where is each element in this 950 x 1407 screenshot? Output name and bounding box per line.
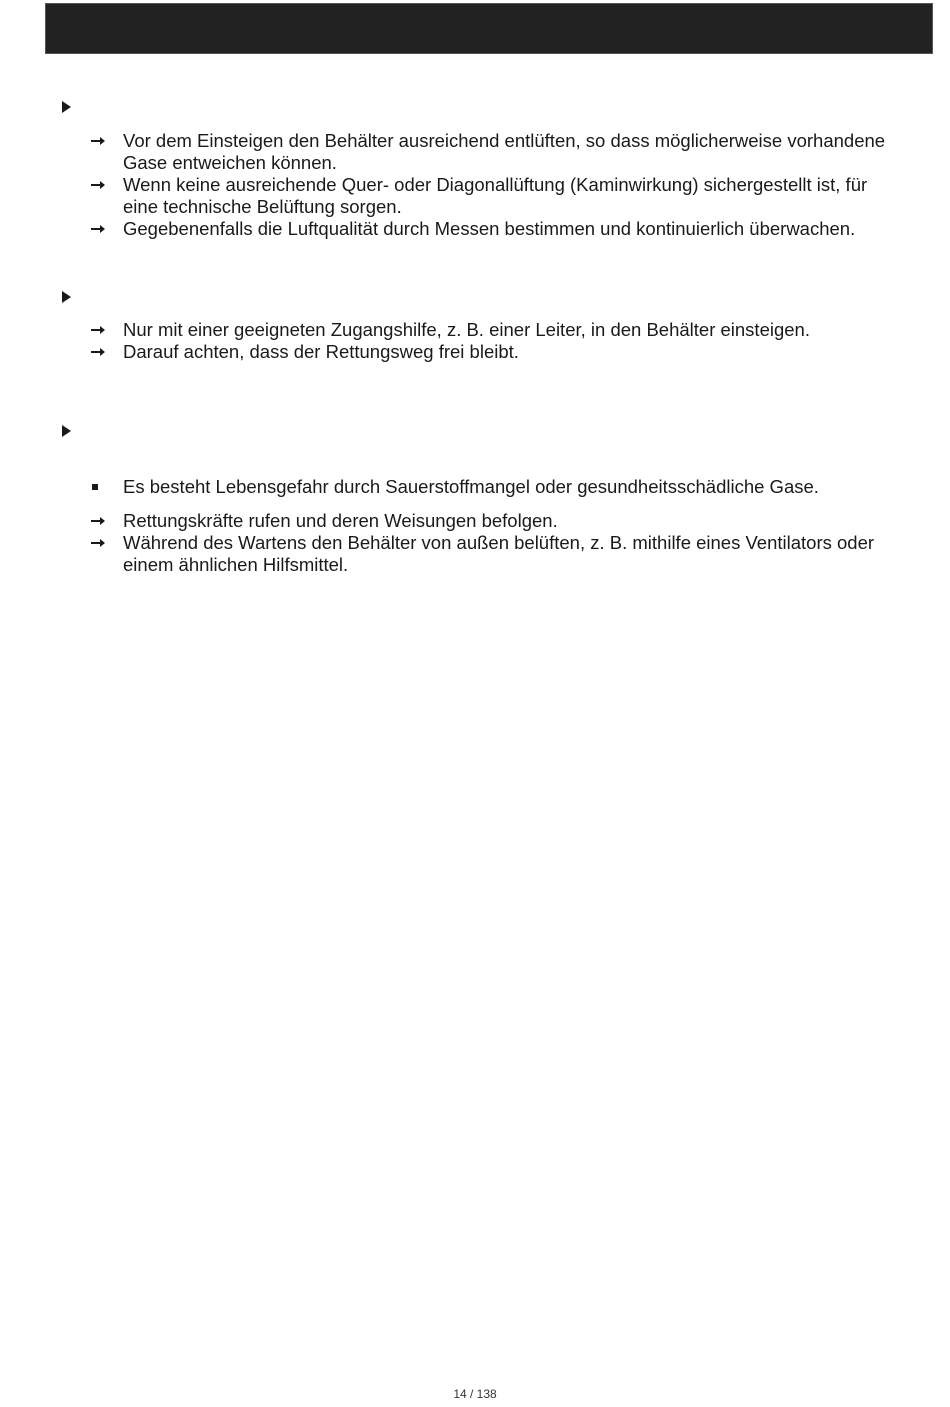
header-bar (45, 3, 933, 54)
arrow-right-icon (90, 174, 110, 196)
emergency-list (90, 510, 900, 576)
warning-item (90, 476, 900, 498)
page-number: 14 / 138 (453, 1387, 497, 1401)
list-item-text: Nur mit einer geeigneten Zugangshilfe, z. B. einer Leiter, in den Behälter einsteigen. (123, 319, 810, 340)
list-item-text: Wenn keine ausreichende Quer- oder Diagonallüftung (Kaminwirkung) sichergestellt ist, für eine technische Belüftung sorgen. (123, 174, 868, 217)
list-item (90, 532, 900, 576)
list-item (90, 174, 900, 218)
arrow-right-icon (90, 218, 110, 240)
warning-list (90, 476, 900, 498)
list-item (90, 130, 900, 174)
list-item (90, 319, 900, 341)
arrow-right-icon (90, 130, 110, 152)
access-list (90, 319, 900, 363)
list-item (90, 341, 900, 363)
arrow-right-icon (90, 510, 110, 532)
list-item (90, 510, 900, 532)
list-item-text: Darauf achten, dass der Rettungsweg frei bleibt. (123, 341, 519, 362)
list-item-text: Gegebenenfalls die Luftqualität durch Messen bestimmen und kontinuierlich überwachen. (123, 218, 856, 239)
section-marker-icon (62, 425, 71, 437)
section-marker-icon (62, 291, 71, 303)
arrow-right-icon (90, 319, 110, 341)
square-bullet-icon (92, 484, 98, 490)
arrow-right-icon (90, 341, 110, 363)
list-item-text: Während des Wartens den Behälter von außen belüften, z. B. mithilfe eines Ventilators oder einem ähnlichen Hilfsmittel. (123, 532, 875, 575)
ventilation-list (90, 130, 900, 240)
list-item-text: Vor dem Einsteigen den Behälter ausreichend entlüften, so dass möglicherweise vorhandene Gase entweichen können. (123, 130, 886, 173)
warning-text: Es besteht Lebensgefahr durch Sauerstoffmangel oder gesundheitsschädliche Gase. (123, 476, 819, 497)
section-marker-icon (62, 101, 71, 113)
arrow-right-icon (90, 532, 110, 554)
list-item (90, 218, 900, 240)
list-item-text: Rettungskräfte rufen und deren Weisungen befolgen. (123, 510, 558, 531)
